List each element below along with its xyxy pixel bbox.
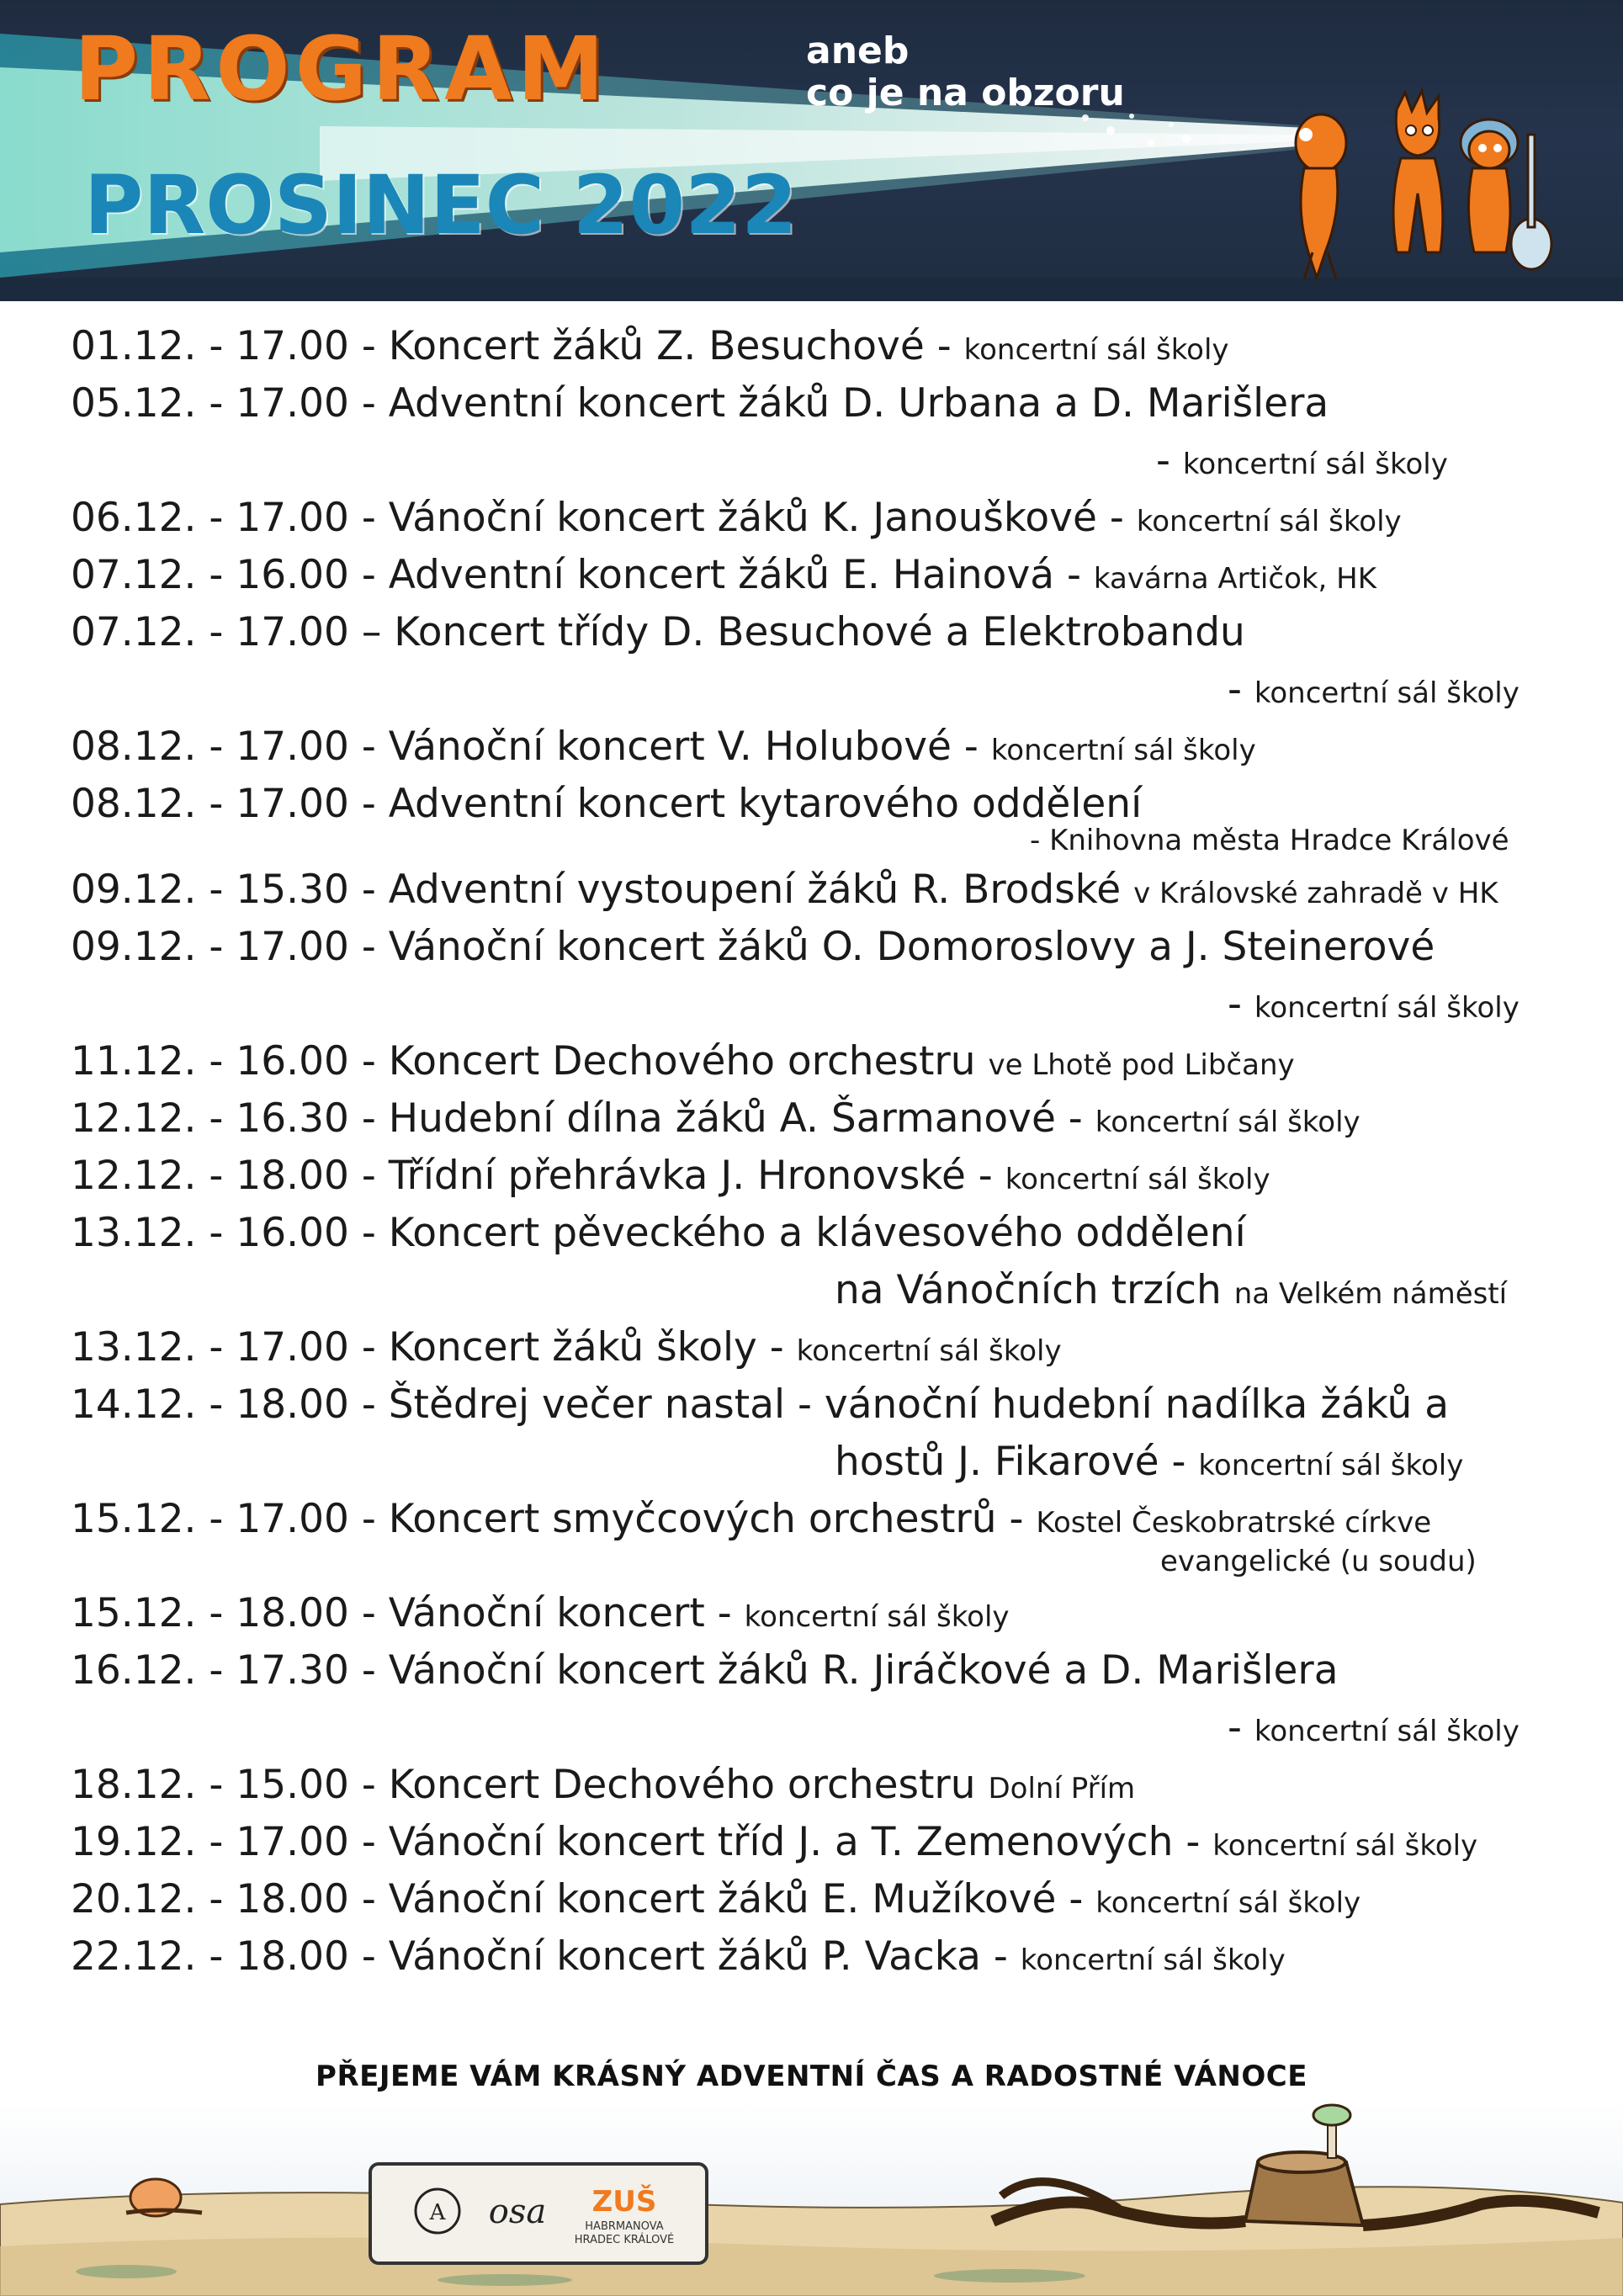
event-item [71,1757,1585,1814]
event-text: 09.12. - 15.30 - Adventní vystoupení žáků R. Brodské [71,867,1134,913]
event-item [71,1033,1585,1090]
event-item [71,1205,1585,1319]
event-item [71,1642,1585,1757]
event-text: 06.12. - 17.00 - Vánoční koncert žáků K. Janouškové - [71,495,1137,541]
event-venue-dash: - [1228,981,1254,1027]
event-venue: - Knihovna města Hradce Králové [1030,824,1509,857]
event-item [71,1376,1585,1491]
zus-logo-text: ZUŠ [591,2185,657,2219]
event-venue: koncertní sál školy [1254,991,1520,1025]
program-subtitle [806,30,1125,114]
event-text: 15.12. - 17.00 - Koncert smyčcových orchestrů - [71,1496,1037,1542]
event-item [71,919,1585,1033]
event-item [71,547,1585,604]
program-title: PROGRAM [74,18,610,120]
event-item [71,604,1585,718]
event-text: 14.12. - 18.00 - Štědrej večer nastal - vánoční hudební nadílka žáků a [71,1381,1450,1428]
event-venue: koncertní sál školy [1136,505,1402,538]
event-venue: Dolní Přím [988,1772,1136,1806]
event-item [71,1585,1585,1642]
event-venue: koncertní sál školy [1020,1943,1286,1977]
subtitle-line-1: aneb [806,29,910,72]
footer-landscape-illustration [0,2103,1623,2296]
event-text: 13.12. - 17.00 - Koncert žáků školy - [71,1324,797,1371]
event-venue: koncertní sál školy [990,734,1256,767]
event-text: 08.12. - 17.00 - Adventní koncert kytarového oddělení [71,781,1143,827]
event-item [71,490,1585,547]
event-text: 19.12. - 17.00 - Vánoční koncert tříd J. a T. Zemenových - [71,1819,1213,1865]
event-venue: na Velkém náměstí [1233,1277,1508,1311]
event-text: 18.12. - 15.00 - Koncert Dechového orchestru [71,1762,989,1808]
event-text: 15.12. - 18.00 - Vánoční koncert - [71,1590,745,1636]
event-text: 08.12. - 17.00 - Vánoční koncert V. Holubové - [71,724,991,770]
svg-text:A: A [429,2200,446,2225]
event-venue: koncertní sál školy [1254,1715,1520,1748]
event-item [71,375,1585,490]
event-venue: koncertní sál školy [1005,1163,1270,1196]
event-item [71,1814,1585,1871]
event-text: 01.12. - 17.00 - Koncert žáků Z. Besuchové - [71,323,964,369]
event-venue-main: na Vánočních trzích [835,1267,1234,1313]
event-venue-cont: evangelické (u soudu) [1160,1545,1477,1578]
event-venue: kavárna Artičok, HK [1093,562,1377,596]
event-text: 13.12. - 16.00 - Koncert pěveckého a klávesového oddělení [71,1210,1246,1256]
event-text: 07.12. - 16.00 - Adventní koncert žáků E. Hainová - [71,552,1094,598]
event-venue: koncertní sál školy [1182,448,1448,481]
event-venue-dash: - [1156,437,1183,484]
event-text: 05.12. - 17.00 - Adventní koncert žáků D. Urbana a D. Marišlera [71,380,1329,427]
event-venue: koncertní sál školy [796,1334,1062,1368]
event-venue: koncertní sál školy [1212,1829,1478,1863]
event-venue: Kostel Českobratrské církve [1036,1506,1432,1540]
event-venue-main: hostů J. Fikarové - [835,1439,1199,1485]
event-item [71,1148,1585,1205]
event-venue: koncertní sál školy [1254,676,1520,710]
zus-logo-subtitle-2: HRADEC KRÁLOVÉ [574,2234,675,2246]
event-venue: koncertní sál školy [744,1600,1010,1634]
event-list [71,318,1585,1986]
event-item [71,1319,1585,1376]
osa-logo-text: osa [488,2193,547,2231]
event-item [71,318,1585,375]
event-venue: koncertní sál školy [1198,1449,1464,1482]
event-text: 09.12. - 17.00 - Vánoční koncert žáků O. Domoroslovy a J. Steinerové [71,924,1435,970]
greeting-text: PŘEJEME VÁM KRÁSNÝ ADVENTNÍ ČAS A RADOSTNÉ VÁNOCE [316,2060,1307,2093]
month-title: PROSINEC 2022 [84,158,798,252]
event-venue: koncertní sál školy [963,333,1229,367]
event-item [71,718,1585,776]
event-item [71,1928,1585,1986]
zus-logo-subtitle-1: HABRMANOVA [585,2220,664,2233]
event-text: 22.12. - 18.00 - Vánoční koncert žáků P. Vacka - [71,1933,1021,1980]
event-venue: koncertní sál školy [1095,1886,1361,1920]
event-text: 12.12. - 18.00 - Třídní přehrávka J. Hronovské - [71,1153,1005,1199]
event-item [71,1491,1585,1585]
event-venue-dash: - [1228,666,1254,713]
event-item [71,1871,1585,1928]
event-text: 07.12. - 17.00 – Koncert třídy D. Besuchové a Elektrobandu [71,609,1245,655]
event-venue: koncertní sál školy [1095,1106,1360,1139]
subtitle-line-2: co je na obzoru [806,72,1125,114]
event-venue: ve Lhotě pod Libčany [988,1048,1295,1082]
event-item [71,776,1585,862]
cartoon-figures-illustration [1262,84,1582,286]
event-venue-dash: - [1228,1705,1254,1751]
event-venue: v Královské zahradě v HK [1133,877,1498,910]
event-text: 11.12. - 16.00 - Koncert Dechového orchestru [71,1038,989,1084]
event-item [71,862,1585,919]
event-text: 16.12. - 17.30 - Vánoční koncert žáků R. Jiráčkové a D. Marišlera [71,1647,1339,1694]
event-text: 12.12. - 16.30 - Hudební dílna žáků A. Šarmanové - [71,1095,1095,1142]
event-text: 20.12. - 18.00 - Vánoční koncert žáků E. Mužíkové - [71,1876,1096,1922]
event-item [71,1090,1585,1148]
header-banner [0,0,1623,301]
